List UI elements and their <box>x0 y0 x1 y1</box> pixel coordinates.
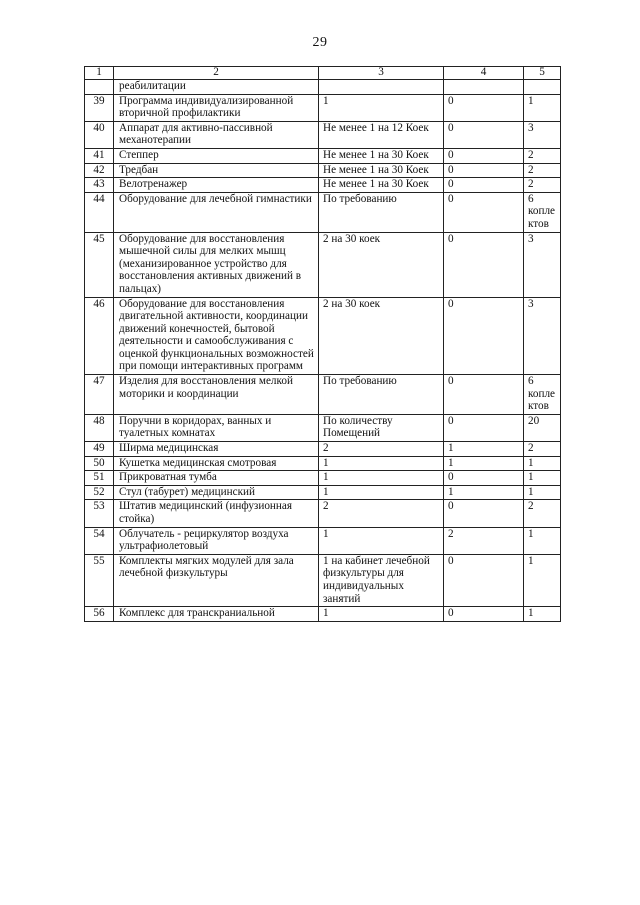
table-row <box>85 442 561 457</box>
equipment-table <box>84 66 561 622</box>
quantity-column-5: 2 <box>524 178 561 193</box>
requirement-standard: 1 <box>319 527 444 554</box>
equipment-name: Программа индивидуализированной вторичной профилактики <box>114 94 319 121</box>
equipment-name: Кушетка медицинская смотровая <box>114 456 319 471</box>
quantity-column-4: 0 <box>444 554 524 606</box>
quantity-column-4: 0 <box>444 607 524 622</box>
requirement-standard: 2 на 30 коек <box>319 297 444 375</box>
quantity-column-5: 3 <box>524 121 561 148</box>
quantity-column-5: 1 <box>524 527 561 554</box>
table-row <box>85 500 561 527</box>
quantity-column-5: 1 <box>524 554 561 606</box>
equipment-name: Прикроватная тумба <box>114 471 319 486</box>
continuation-text: реабилитации <box>114 80 319 95</box>
row-number: 50 <box>85 456 114 471</box>
equipment-name: Изделия для восстановления мелкой моторики и координации <box>114 375 319 415</box>
quantity-column-4: 0 <box>444 163 524 178</box>
quantity-column-4: 0 <box>444 148 524 163</box>
table-row <box>85 178 561 193</box>
requirement-standard: Не менее 1 на 30 Коек <box>319 148 444 163</box>
requirement-standard: По требованию <box>319 375 444 415</box>
quantity-column-5: 1 <box>524 94 561 121</box>
table-row <box>85 148 561 163</box>
table-row <box>85 232 561 297</box>
quantity-column-4: 1 <box>444 485 524 500</box>
quantity-column-5: 1 <box>524 456 561 471</box>
table-row <box>85 485 561 500</box>
continuation-row <box>85 80 561 95</box>
equipment-name: Аппарат для активно-пассивной механотерапии <box>114 121 319 148</box>
quantity-column-5: 6 коплектов <box>524 192 561 232</box>
row-number: 55 <box>85 554 114 606</box>
row-number: 56 <box>85 607 114 622</box>
requirement-standard: 1 <box>319 94 444 121</box>
requirement-standard: 2 на 30 коек <box>319 232 444 297</box>
requirement-standard: 1 <box>319 485 444 500</box>
equipment-name: Облучатель - рециркулятор воздуха ультрафиолетовый <box>114 527 319 554</box>
table-row <box>85 607 561 622</box>
equipment-name: Тредбан <box>114 163 319 178</box>
table-row <box>85 554 561 606</box>
column-header-1: 1 <box>85 67 114 80</box>
quantity-column-4: 0 <box>444 414 524 441</box>
row-number: 51 <box>85 471 114 486</box>
equipment-name: Оборудование для восстановления мышечной силы для мелких мышц (механизированное устройство для восстановления активных движений в пальцах) <box>114 232 319 297</box>
quantity-column-5: 1 <box>524 471 561 486</box>
table-row <box>85 192 561 232</box>
table-row <box>85 375 561 415</box>
continuation-number-cell <box>85 80 114 95</box>
requirement-standard: 1 на кабинет лечебной физкультуры для индивидуальных занятий <box>319 554 444 606</box>
row-number: 45 <box>85 232 114 297</box>
equipment-name: Ширма медицинская <box>114 442 319 457</box>
table-row <box>85 297 561 375</box>
table-body <box>85 67 561 622</box>
table-row <box>85 163 561 178</box>
quantity-column-4: 0 <box>444 471 524 486</box>
equipment-name: Стул (табурет) медицинский <box>114 485 319 500</box>
row-number: 40 <box>85 121 114 148</box>
quantity-column-4: 0 <box>444 178 524 193</box>
equipment-name: Комплекс для транскраниальной <box>114 607 319 622</box>
requirement-standard: По требованию <box>319 192 444 232</box>
quantity-column-4: 1 <box>444 456 524 471</box>
quantity-column-4: 2 <box>444 527 524 554</box>
requirement-standard: 1 <box>319 607 444 622</box>
continuation-empty-cell <box>319 80 444 95</box>
quantity-column-5: 1 <box>524 485 561 500</box>
quantity-column-5: 2 <box>524 148 561 163</box>
row-number: 43 <box>85 178 114 193</box>
column-header-3: 3 <box>319 67 444 80</box>
table-row <box>85 456 561 471</box>
row-number: 52 <box>85 485 114 500</box>
requirement-standard: Не менее 1 на 30 Коек <box>319 163 444 178</box>
quantity-column-5: 3 <box>524 232 561 297</box>
row-number: 46 <box>85 297 114 375</box>
continuation-empty-cell <box>524 80 561 95</box>
row-number: 39 <box>85 94 114 121</box>
table-row <box>85 94 561 121</box>
equipment-name: Поручни в коридорах, ванных и туалетных комнатах <box>114 414 319 441</box>
quantity-column-5: 2 <box>524 500 561 527</box>
quantity-column-5: 6 коплектов <box>524 375 561 415</box>
equipment-name: Комплекты мягких модулей для зала лечебной физкультуры <box>114 554 319 606</box>
requirement-standard: Не менее 1 на 30 Коек <box>319 178 444 193</box>
quantity-column-5: 1 <box>524 607 561 622</box>
quantity-column-5: 20 <box>524 414 561 441</box>
quantity-column-5: 2 <box>524 442 561 457</box>
requirement-standard: Не менее 1 на 12 Коек <box>319 121 444 148</box>
page-number: 29 <box>312 35 328 50</box>
table-row <box>85 414 561 441</box>
requirement-standard: 1 <box>319 456 444 471</box>
row-number: 48 <box>85 414 114 441</box>
row-number: 53 <box>85 500 114 527</box>
quantity-column-5: 2 <box>524 163 561 178</box>
row-number: 47 <box>85 375 114 415</box>
equipment-name: Оборудование для восстановления двигательной активности, координации движений конечностей, бытовой деятельности и самообслуживания с оценкой функциональных возможностей при помощи интерактивных программ <box>114 297 319 375</box>
requirement-standard: 1 <box>319 471 444 486</box>
table-row <box>85 471 561 486</box>
quantity-column-4: 0 <box>444 297 524 375</box>
table-row <box>85 527 561 554</box>
quantity-column-4: 0 <box>444 375 524 415</box>
table-row <box>85 121 561 148</box>
equipment-name: Оборудование для лечебной гимнастики <box>114 192 319 232</box>
requirement-standard: По количеству Помещений <box>319 414 444 441</box>
equipment-name: Штатив медицинский (инфузионная стойка) <box>114 500 319 527</box>
column-header-5: 5 <box>524 67 561 80</box>
requirement-standard: 2 <box>319 500 444 527</box>
quantity-column-4: 0 <box>444 500 524 527</box>
header-row <box>85 67 561 80</box>
quantity-column-4: 0 <box>444 192 524 232</box>
quantity-column-4: 0 <box>444 232 524 297</box>
row-number: 42 <box>85 163 114 178</box>
quantity-column-4: 0 <box>444 94 524 121</box>
equipment-name: Степпер <box>114 148 319 163</box>
row-number: 44 <box>85 192 114 232</box>
quantity-column-5: 3 <box>524 297 561 375</box>
row-number: 49 <box>85 442 114 457</box>
quantity-column-4: 1 <box>444 442 524 457</box>
column-header-4: 4 <box>444 67 524 80</box>
row-number: 54 <box>85 527 114 554</box>
row-number: 41 <box>85 148 114 163</box>
quantity-column-4: 0 <box>444 121 524 148</box>
requirement-standard: 2 <box>319 442 444 457</box>
column-header-2: 2 <box>114 67 319 80</box>
continuation-empty-cell <box>444 80 524 95</box>
equipment-name: Велотренажер <box>114 178 319 193</box>
